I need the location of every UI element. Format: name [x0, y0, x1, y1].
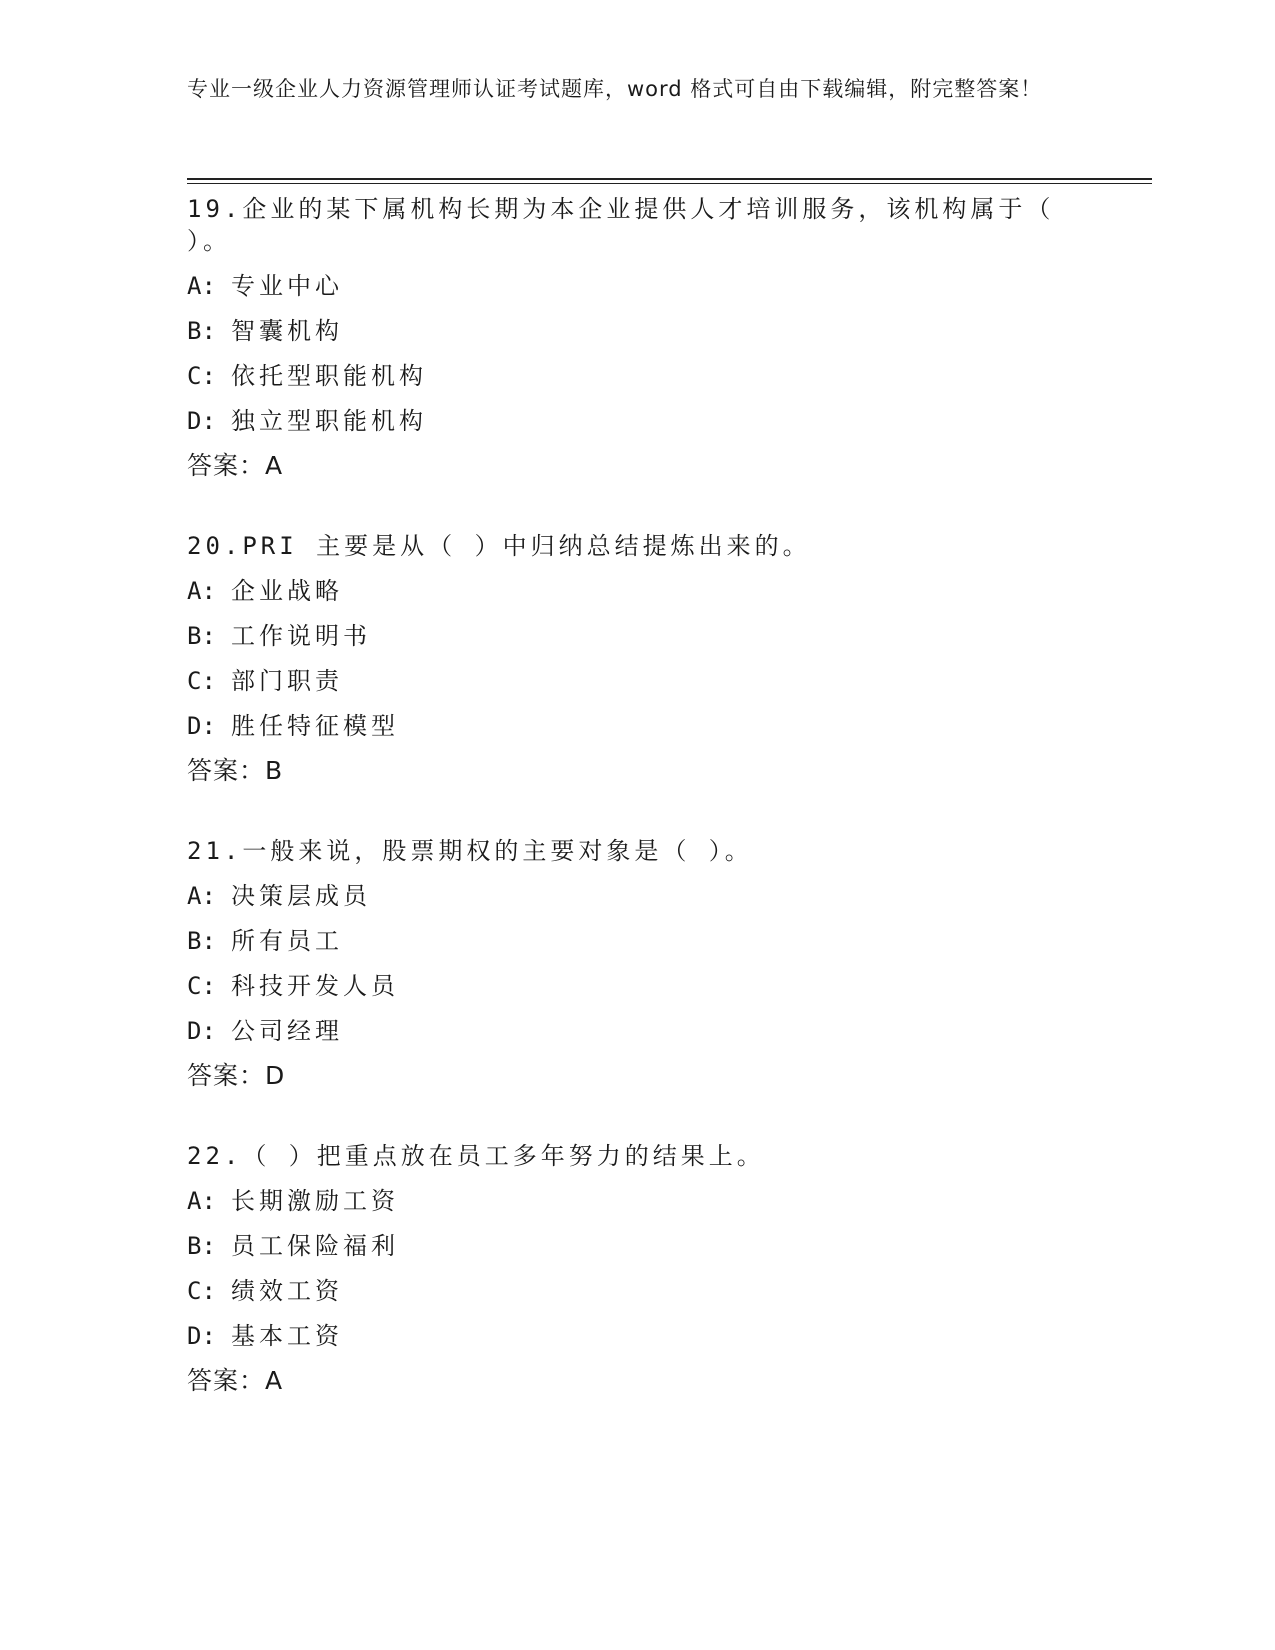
option-text: 智囊机构: [231, 317, 343, 345]
question-19: [187, 193, 1087, 482]
question-list: [187, 193, 1087, 1445]
option-d: [187, 1320, 1087, 1352]
answer-line: 答案：A: [187, 1366, 284, 1395]
option-b: [187, 620, 1087, 652]
option-c: [187, 665, 1087, 697]
option-text: 部门职责: [231, 667, 343, 695]
question-stem: 21.一般来说，股票期权的主要对象是（ ）。: [187, 837, 753, 865]
option-text: 决策层成员: [231, 882, 371, 910]
option-letter: A:: [187, 272, 216, 300]
question-stem: 22.（ ）把重点放在员工多年努力的结果上。: [187, 1142, 765, 1170]
question-22: [187, 1140, 1087, 1397]
answer-line: 答案：A: [187, 451, 284, 480]
option-text: 专业中心: [231, 272, 343, 300]
header-divider-thin: [187, 183, 1152, 184]
option-text: 依托型职能机构: [231, 362, 427, 390]
answer-line: 答案：B: [187, 756, 284, 785]
option-c: [187, 1275, 1087, 1307]
option-b: [187, 925, 1087, 957]
option-text: 企业战略: [231, 577, 343, 605]
option-letter: B:: [187, 317, 216, 345]
option-letter: A:: [187, 1187, 216, 1215]
option-a: [187, 270, 1087, 302]
option-text: 绩效工资: [231, 1277, 343, 1305]
option-letter: C:: [187, 362, 216, 390]
option-letter: A:: [187, 882, 216, 910]
option-b: [187, 1230, 1087, 1262]
answer-line: 答案：D: [187, 1061, 286, 1090]
option-a: [187, 575, 1087, 607]
option-text: 胜任特征模型: [231, 712, 399, 740]
option-letter: B:: [187, 1232, 216, 1260]
option-text: 公司经理: [231, 1017, 343, 1045]
option-letter: B:: [187, 622, 216, 650]
option-text: 科技开发人员: [231, 972, 399, 1000]
option-c: [187, 970, 1087, 1002]
document-header: 专业一级企业人力资源管理师认证考试题库，word 格式可自由下载编辑，附完整答案！: [187, 77, 1043, 101]
option-letter: D:: [187, 407, 216, 435]
question-21: [187, 835, 1087, 1092]
option-text: 员工保险福利: [231, 1232, 399, 1260]
header-divider-thick: [187, 178, 1152, 180]
option-c: [187, 360, 1087, 392]
question-20: [187, 530, 1087, 787]
option-text: 所有员工: [231, 927, 343, 955]
question-stem: 19.企业的某下属机构长期为本企业提供人才培训服务，该机构属于（ ）。: [187, 195, 1055, 255]
option-d: [187, 710, 1087, 742]
option-d: [187, 405, 1087, 437]
option-d: [187, 1015, 1087, 1047]
option-a: [187, 1185, 1087, 1217]
option-letter: C:: [187, 1277, 216, 1305]
option-letter: A:: [187, 577, 216, 605]
question-stem: 20.PRI 主要是从（ ）中归纳总结提炼出来的。: [187, 532, 811, 560]
option-letter: C:: [187, 667, 216, 695]
option-letter: D:: [187, 1017, 216, 1045]
option-letter: B:: [187, 927, 216, 955]
option-letter: C:: [187, 972, 216, 1000]
option-text: 基本工资: [231, 1322, 343, 1350]
option-b: [187, 315, 1087, 347]
option-text: 独立型职能机构: [231, 407, 427, 435]
option-letter: D:: [187, 1322, 216, 1350]
option-text: 长期激励工资: [231, 1187, 399, 1215]
option-text: 工作说明书: [231, 622, 371, 650]
option-letter: D:: [187, 712, 216, 740]
option-a: [187, 880, 1087, 912]
